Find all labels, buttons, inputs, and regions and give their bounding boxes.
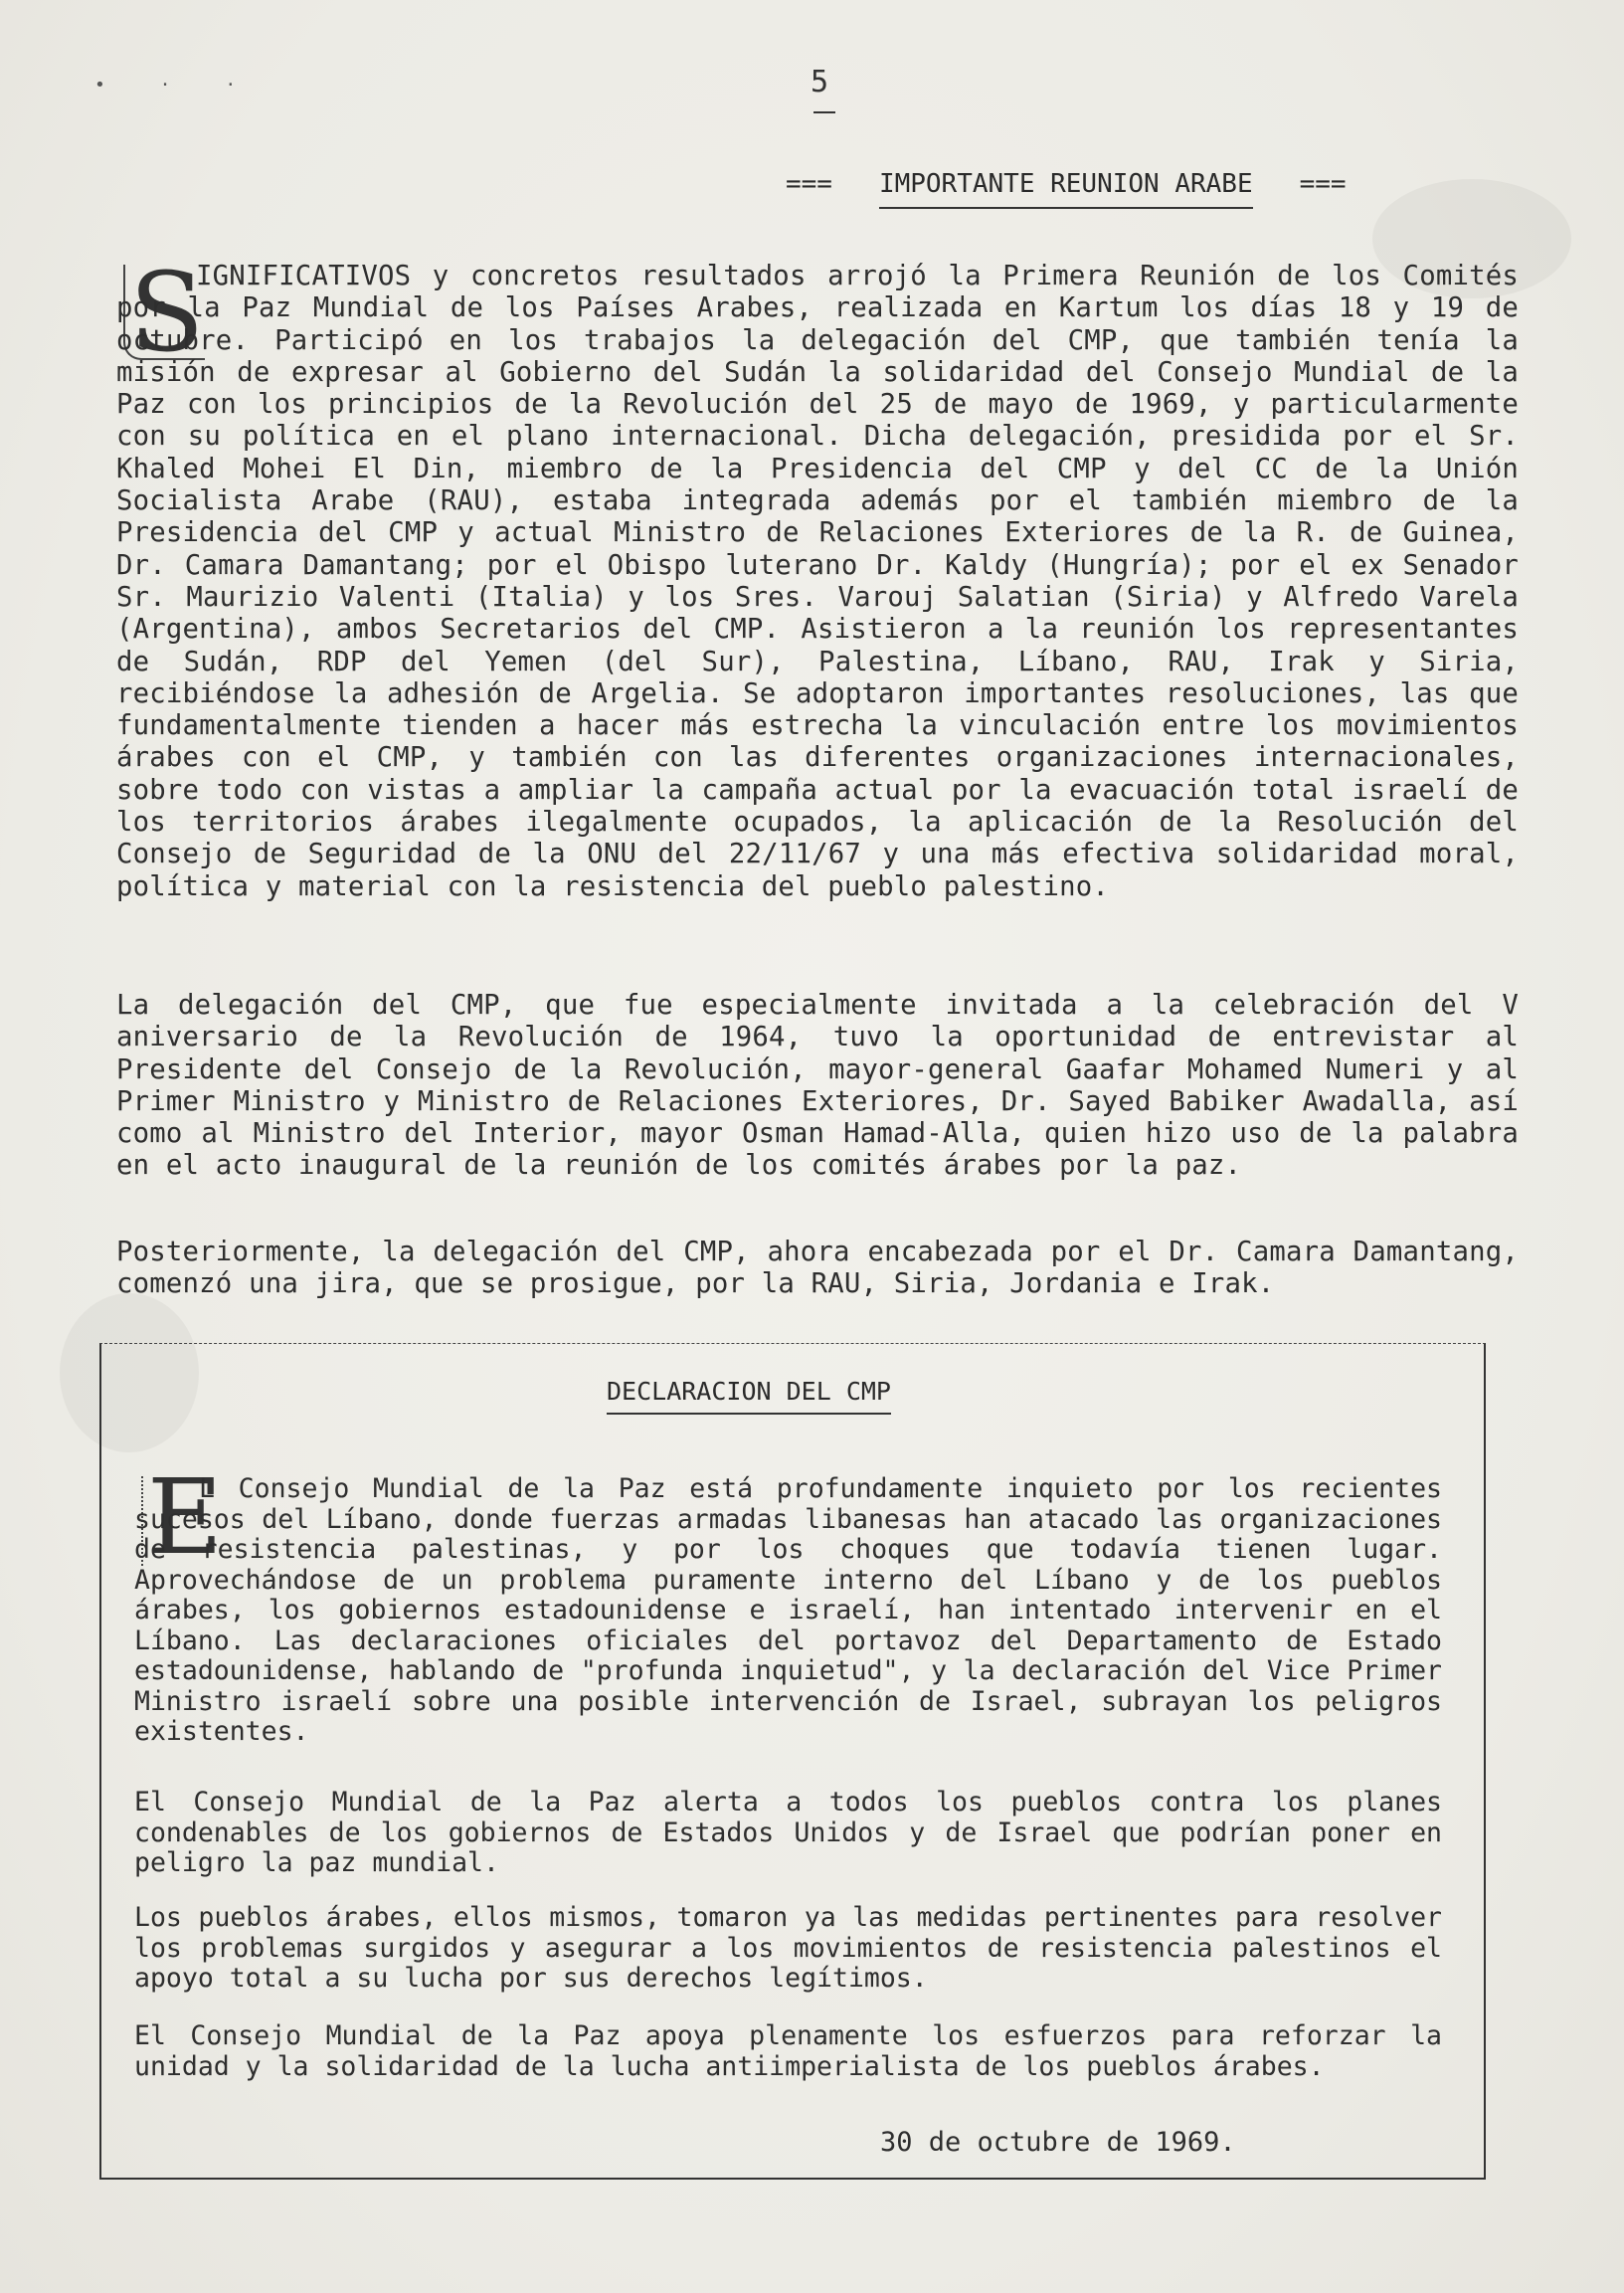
declaration-paragraph-2: El Consejo Mundial de la Paz alerta a todos los pueblos contra los planes condenables de los gobiernos de Estados Unidos y de Israel que podrían poner en peligro la paz mundial. <box>134 1787 1442 1878</box>
article-paragraph-2: La delegación del CMP, que fue especialmente invitada a la celebración del V aniversario de la Revolución de 1964, tuvo la oportunidad de entrevistar al Presidente del Consejo de la Revolución, mayor-general Gaafar Mohamed Numeri y al Primer Ministro y Ministro de Relaciones Exteriores, Dr. Sayed Babiker Awadalla, así como al Ministro del Interior, mayor Osman Hamad-Alla, quien hizo uso de la palabra en el acto inaugural de la reunión de los comités árabes por la paz. <box>116 990 1519 1182</box>
headline-title: IMPORTANTE REUNION ARABE <box>879 169 1253 209</box>
page-number-underline <box>813 111 835 113</box>
dropcap-letter: E <box>147 1456 223 1578</box>
declaration-paragraph-1: L Consejo Mundial de la Paz está profundamente inquieto por los recientes sucesos del Líbano, donde fuerzas armadas libanesas han atacado las organizaciones de resistencia palestinas, y por los choques que todavía tienen lugar. Aprovechándose de un problema puramente interno del Líbano y de los pueblos árabes, los gobiernos estadounidense e israelí, han intentado intervenir en el Líbano. Las declaraciones oficiales del portavoz del Departamento de Estado estadounidense, hablando de "profunda inquietud", y la declaración del Vice Primer Ministro israelí sobre una posible intervención de Israel, subrayan los peligros existentes. <box>134 1473 1442 1747</box>
declaration-title: DECLARACION DEL CMP <box>607 1377 891 1415</box>
headline-deco-left: === <box>786 169 832 199</box>
declaration-paragraph-3: Los pueblos árabes, ellos mismos, tomaron ya las medidas pertinentes para resolver los problemas surgidos y asegurar a los movimientos de resistencia palestinos el apoyo total a su lucha por sus derechos legítimos. <box>134 1902 1442 1994</box>
dropcap-letter: S <box>129 249 205 376</box>
article-headline <box>786 169 1347 199</box>
page-number: 5 <box>811 65 829 99</box>
headline-deco-right: === <box>1299 169 1347 199</box>
punch-marks: • · · <box>94 75 259 96</box>
declaration-date: 30 de octubre de 1969. <box>880 2127 1236 2158</box>
article-paragraph-1: IGNIFICATIVOS y concretos resultados arrojó la Primera Reunión de los Comités por la Paz Mundial de los Países Arabes, realizada en Kartum los días 18 y 19 de octubre. Participó en los trabajos la delegación del CMP, que también tenía la misión de expresar al Gobierno del Sudán la solidaridad del Consejo Mundial de la Paz con los principios de la Revolución del 25 de mayo de 1969, y particularmente con su política en el plano internacional. Dicha delegación, presidida por el Sr. Khaled Mohei El Din, miembro de la Presidencia del CMP y del CC de la Unión Socialista Arabe (RAU), estaba integrada además por el también miembro de la Presidencia del CMP y actual Ministro de Relaciones Exteriores de la R. de Guinea, Dr. Camara Damantang; por el Obispo luterano Dr. Kaldy (Hungría); por el ex Senador Sr. Maurizio Valenti (Italia) y los Sres. Varouj Salatian (Siria) y Alfredo Varela (Argentina), ambos Secretarios del CMP. Asistieron a la reunión los representantes de Sudán, RDP del Yemen (del Sur), Palestina, Líbano, RAU, Irak y Siria, recibiéndose la adhesión de Argelia. Se adoptaron importantes resoluciones, las que fundamentalmente tienden a hacer más estrecha la vinculación entre los movimientos árabes con el CMP, y también con las diferentes organizaciones internacionales, sobre todo con vistas a ampliar la campaña actual por la evacuación total israelí de los territorios árabes ilegalmente ocupados, la aplicación de la Resolución del Consejo de Seguridad de la ONU del 22/11/67 y una más efectiva solidaridad moral, política y material con la resistencia del pueblo palestino. <box>116 261 1519 902</box>
article-paragraph-3: Posteriormente, la delegación del CMP, ahora encabezada por el Dr. Camara Damantang, comenzó una jira, que se prosigue, por la RAU, Siria, Jordania e Irak. <box>116 1237 1519 1300</box>
declaration-paragraph-4: El Consejo Mundial de la Paz apoya plenamente los esfuerzos para reforzar la unidad y la solidaridad de la lucha antiimperialista de los pueblos árabes. <box>134 2020 1442 2082</box>
